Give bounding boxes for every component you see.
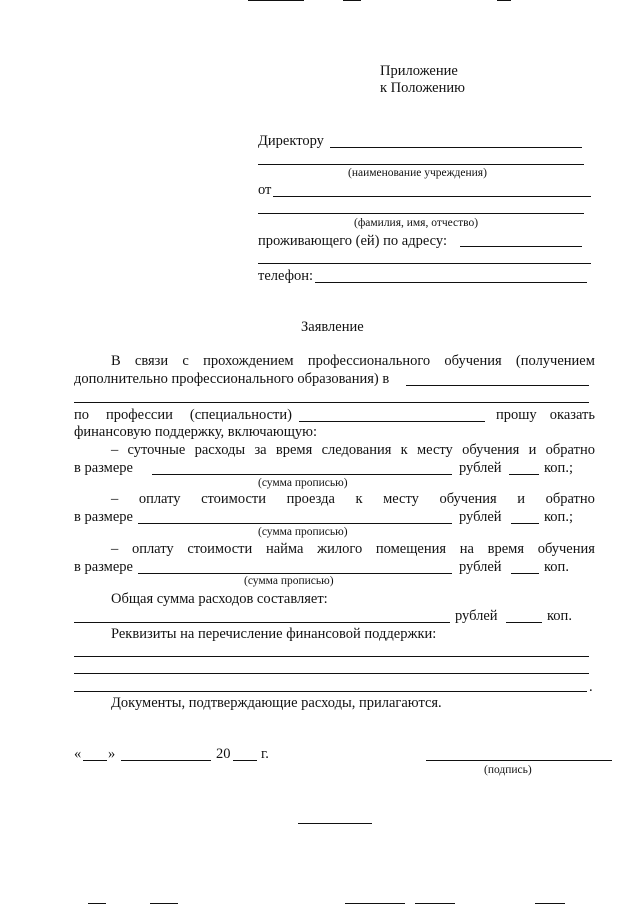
word: (специальности) bbox=[189, 407, 292, 423]
word: обратно bbox=[545, 442, 595, 458]
p2-line1-right bbox=[496, 408, 595, 423]
scan-mark bbox=[497, 0, 511, 1]
word: и bbox=[517, 491, 526, 507]
word: обучения bbox=[462, 442, 520, 458]
attached-note: Документы, подтверждающие расходы, прилагаются. bbox=[111, 695, 442, 711]
scan-mark bbox=[343, 0, 361, 1]
total-kop: коп. bbox=[547, 608, 572, 624]
word: – bbox=[111, 442, 119, 458]
requisites-field-1[interactable] bbox=[74, 656, 589, 657]
signature-field[interactable] bbox=[426, 760, 612, 761]
word: проезда bbox=[286, 491, 335, 507]
scan-mark bbox=[248, 0, 304, 1]
phone-field[interactable] bbox=[315, 282, 587, 283]
institution-field[interactable] bbox=[258, 164, 584, 165]
scan-mark bbox=[150, 903, 178, 904]
word: связи bbox=[134, 353, 169, 369]
item2-kop-field[interactable] bbox=[511, 523, 539, 524]
word: обучения bbox=[439, 491, 497, 507]
appendix-line1: Приложение bbox=[380, 63, 458, 79]
item1-rubles: рублей bbox=[459, 460, 502, 476]
item3-rubles: рублей bbox=[459, 559, 502, 575]
from-label: от bbox=[258, 182, 272, 198]
institution-caption: (наименование учреждения) bbox=[348, 167, 487, 179]
scan-mark bbox=[415, 903, 455, 904]
scan-mark bbox=[345, 903, 405, 904]
p1-line2: дополнительно профессионального образования) в bbox=[74, 371, 390, 387]
word: стоимости bbox=[187, 541, 253, 557]
address-field[interactable] bbox=[460, 246, 582, 247]
document-title: Заявление bbox=[301, 319, 364, 335]
requisites-field-2[interactable] bbox=[74, 673, 589, 674]
word: (получением bbox=[515, 353, 595, 369]
phone-label: телефон: bbox=[258, 268, 314, 284]
item1-amount-field[interactable] bbox=[152, 474, 452, 475]
word: суточные bbox=[127, 442, 186, 458]
item3-line1 bbox=[111, 542, 595, 557]
item2-sum-caption: (сумма прописью) bbox=[258, 526, 348, 538]
word: за bbox=[254, 442, 267, 458]
scan-mark bbox=[88, 903, 106, 904]
requisites-period: . bbox=[589, 679, 593, 695]
word: обучения bbox=[537, 541, 595, 557]
month-field[interactable] bbox=[121, 760, 211, 761]
address-field-2[interactable] bbox=[258, 263, 591, 264]
scan-mark bbox=[535, 903, 565, 904]
bottom-rule bbox=[298, 823, 372, 824]
word: прошу bbox=[496, 407, 537, 423]
item3-kop-field[interactable] bbox=[511, 573, 539, 574]
residing-label: проживающего (ей) по адресу: bbox=[258, 233, 447, 249]
year-suffix: г. bbox=[261, 746, 269, 762]
item3-kop: коп. bbox=[544, 559, 569, 575]
item3-sum-caption: (сумма прописью) bbox=[244, 575, 334, 587]
item1-amount-label: в размере bbox=[74, 460, 133, 476]
word: – bbox=[111, 491, 119, 507]
day-field[interactable] bbox=[83, 760, 107, 761]
date-quote-open: « bbox=[74, 746, 82, 762]
word: прохождением bbox=[203, 353, 294, 369]
item2-amount-label: в размере bbox=[74, 509, 133, 525]
word: жилого bbox=[317, 541, 363, 557]
word: месту bbox=[417, 442, 453, 458]
requisites-label: Реквизиты на перечисление финансовой поддержки: bbox=[111, 626, 437, 642]
profession-field[interactable] bbox=[299, 421, 485, 422]
item2-line1 bbox=[111, 492, 595, 507]
requisites-field-3[interactable] bbox=[74, 691, 587, 692]
word: время bbox=[487, 541, 524, 557]
word: к bbox=[400, 442, 408, 458]
from-field[interactable] bbox=[273, 196, 591, 197]
director-field[interactable] bbox=[330, 147, 582, 148]
item1-kop: коп.; bbox=[544, 460, 573, 476]
total-kop-field[interactable] bbox=[506, 622, 542, 623]
item3-amount-label: в размере bbox=[74, 559, 133, 575]
item1-kop-field[interactable] bbox=[509, 474, 539, 475]
director-label: Директору bbox=[258, 133, 324, 149]
appendix-line2: к Положению bbox=[380, 80, 465, 96]
word: оказать bbox=[549, 407, 595, 423]
item1-sum-caption: (сумма прописью) bbox=[258, 477, 348, 489]
word: время bbox=[275, 442, 313, 458]
item1-line1 bbox=[111, 443, 595, 458]
word: найма bbox=[265, 541, 304, 557]
total-label: Общая сумма расходов составляет: bbox=[111, 591, 328, 607]
word: к bbox=[355, 491, 363, 507]
item3-amount-field[interactable] bbox=[138, 573, 452, 574]
fio-field[interactable] bbox=[258, 213, 584, 214]
word: по bbox=[74, 407, 90, 423]
item2-amount-field[interactable] bbox=[138, 523, 452, 524]
p2-line1-left bbox=[74, 408, 292, 423]
word: обучения bbox=[444, 353, 502, 369]
word: оплату bbox=[138, 491, 181, 507]
fio-caption: (фамилия, имя, отчество) bbox=[354, 217, 479, 229]
institution-where-field[interactable] bbox=[406, 385, 589, 386]
signature-caption: (подпись) bbox=[484, 764, 532, 776]
word: оплату bbox=[131, 541, 174, 557]
word: профессионального bbox=[307, 353, 431, 369]
total-rubles: рублей bbox=[455, 608, 498, 624]
word: следования bbox=[321, 442, 392, 458]
total-amount-field[interactable] bbox=[74, 622, 450, 623]
word: помещения bbox=[375, 541, 447, 557]
word: В bbox=[111, 353, 121, 369]
word: стоимости bbox=[201, 491, 266, 507]
word: с bbox=[182, 353, 189, 369]
item2-rubles: рублей bbox=[459, 509, 502, 525]
word: месту bbox=[383, 491, 419, 507]
word: – bbox=[111, 541, 119, 557]
word: обратно bbox=[545, 491, 595, 507]
word: и bbox=[528, 442, 537, 458]
word: расходы bbox=[194, 442, 246, 458]
date-quote-close: » bbox=[108, 746, 116, 762]
p1-line1 bbox=[111, 354, 595, 369]
word: профессии bbox=[106, 407, 173, 423]
year-field[interactable] bbox=[233, 760, 257, 761]
word: на bbox=[459, 541, 474, 557]
year-prefix: 20 bbox=[216, 746, 231, 762]
institution-where-field-2[interactable] bbox=[74, 402, 589, 403]
p2-line2: финансовую поддержку, включающую: bbox=[74, 424, 318, 440]
item2-kop: коп.; bbox=[544, 509, 573, 525]
